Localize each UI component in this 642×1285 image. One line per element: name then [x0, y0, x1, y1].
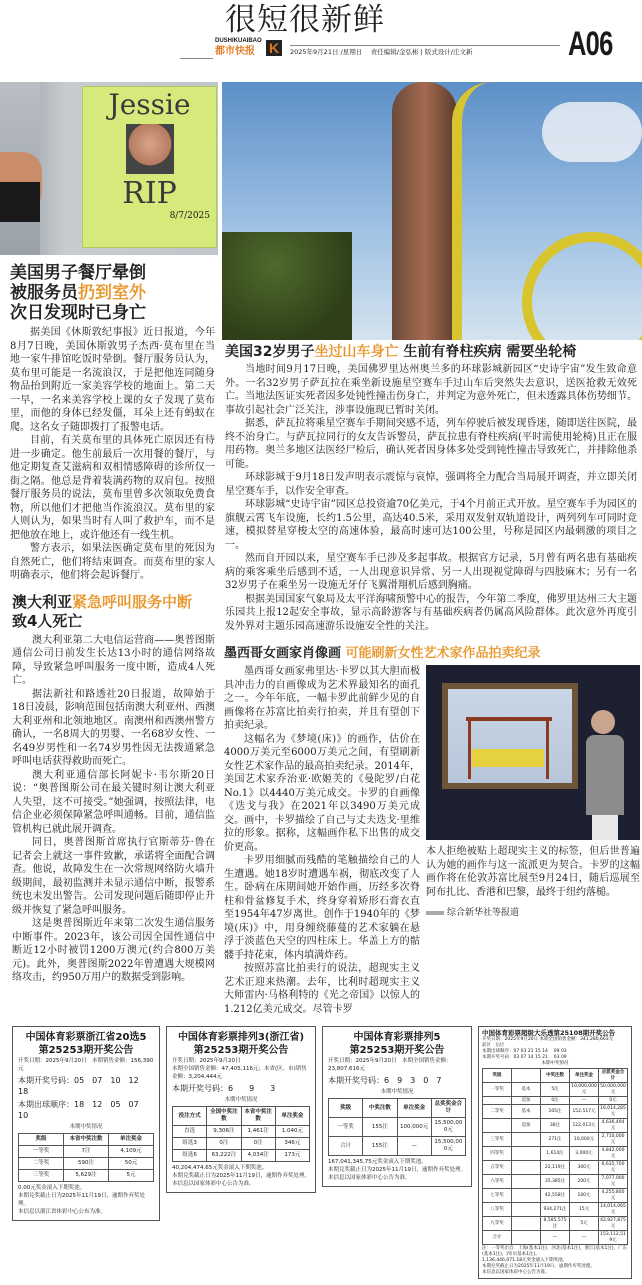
masthead-title: 很短很新鲜: [225, 2, 385, 38]
table-cell: 4,034注: [241, 1150, 275, 1162]
table-cell: [483, 1119, 512, 1133]
table-cell: 八等奖: [483, 1203, 512, 1217]
table-cell: 271注: [541, 1133, 570, 1147]
table-cell: 155注: [363, 1137, 397, 1156]
paragraph: 这幅名为《梦境(床)》的画作，估价在4000万美元至6000万美元之间，有望刷新女性艺术家作品的最高拍卖纪录。2014年，美国艺术家乔治亚·欧姬芙的《曼陀罗/白花No.1》以4440万美元成交。卡罗的自画像《迭戈与我》在2021年以3490万美元成交。画中，卡罗描绘了自己与丈夫迭戈·里维拉的形象。据称，这幅画作私下出售的成交价更高。: [224, 733, 420, 853]
article-australia: [0, 583, 215, 985]
table-cell: 0注: [207, 1138, 241, 1150]
headline: 美国男子餐厅晕倒 被服务员扔到室外 次日发现时已身亡: [10, 263, 146, 323]
table-cell: 8,585,575注: [541, 1217, 570, 1231]
table-cell: 15,500,000元: [431, 1118, 465, 1137]
paragraph: 卡罗用细腻而残酷的笔触描绘自己的人生遭遇。她18岁时遭遇车祸，彻底改变了人生。卧病在床期间她开始作画，历经多次脊柱和骨盆修复手术，终身穿着矫形石膏衣直至1954年47岁离世。创作于1940年的《梦境(床)》中，用身缠绕藤蔓的艺术家躺在悬浮于淡蓝色天空的四柱床上。华盖上方的骷髅手持花束，体内填满炸药。: [224, 855, 420, 961]
table-cell: 中奖注数: [541, 1069, 570, 1083]
table-cell: 1,461注: [241, 1126, 275, 1138]
paragraph: 根据美国国家气象局及太平洋海啸预警中心的报告，今年第二季度，佛罗里达州三大主题乐园共上报12起安全事故，显示高龄游客与有基础疾病者仍属高风险群体。此次意外再度引发外界对主题乐园高速游乐设施安全性的关注。: [225, 593, 637, 632]
table-cell: 一等奖: [483, 1083, 512, 1097]
table-row: [483, 1105, 628, 1119]
table-cell: 中奖注数: [363, 1099, 397, 1118]
table-cell: 追加: [512, 1097, 541, 1105]
table-cell: 10,000元: [570, 1133, 599, 1147]
table-cell: [512, 1161, 541, 1175]
paragraph: 目前，有关莫布里的具体死亡原因还有待进一步确定。他生前最后一次用餐的餐厅，与他定期复查艾滋病和双相情感障碍的诊所仅一街之隔。他总是背着装满药物的双肩包。按照餐厅服务员的说法，莫布里曾多次领取免费食物，所以他们才把他当作流浪汉。莫布里的家人则认为，如果当时有人叫了救护车，而不是把他放在地上，或许他还有一线生机。: [10, 435, 215, 541]
table-row: [483, 1161, 628, 1175]
table-row: [173, 1126, 310, 1138]
table-cell: [512, 1231, 541, 1245]
paragraph: 同日，奥普图斯首席执行官斯蒂芬·鲁在记者会上就这一事件致歉，承诺将全面配合调查。他说，故障发生在一次常规网络防火墙升级期间，最初监测并未显示通信中断，报警系统也未发出警告。公司发现问题后随即停止升级并恢复了紧急呼叫服务。: [12, 837, 215, 916]
table-row: [173, 1150, 310, 1162]
table-row: [329, 1118, 466, 1137]
article-roller-coaster: [222, 340, 642, 633]
article-restaurant: [0, 255, 215, 583]
paragraph: 环球影城于9月18日发声明表示震惊与哀悼，强调将全力配合当局展开调查，并立即关闭星空赛车手，以作安全审查。: [225, 472, 637, 497]
paragraph: 澳大利亚第二大电信运营商——奥普图斯通信公司日前发生长达13小时的通信网络故障，导致紧急呼叫服务一度中断，造成4人死亡。: [12, 634, 215, 686]
table-cell: 9,306注: [207, 1126, 241, 1138]
paragraph: 这是奥普图斯近年来第二次发生通信服务中断事件。2023年，该公司因全国性通信中断近12小时被罚1200万澳元(约合800万美元)。此外，奥普图斯2022年曾遭遇大规模网络攻击，约950万用户的数据受到影响。: [12, 918, 215, 983]
lottery-20x5: 中国体育彩票浙江省20选5 第25253期开奖公告 开奖日期：2025年9月20日 本期销售金额：156,390元 本期开奖号码：05 07 10 12 18 本期出球顺序：18 12 05 07 10 本期中奖情况 奖级 本省中奖注数 单注奖金 一等奖 7注 4,109元 二等奖 590注 50元 三等奖 5,629注 5元 0.00元奖金滚入下期奖池。 本期兑奖截止日为2025年11月19日，逾期作弃奖处理。 本信息以浙江省体彩中心公布为准。: [12, 1026, 160, 1221]
table-cell: 590注: [64, 1158, 109, 1170]
divider: [290, 45, 560, 46]
table-cell: 346元: [275, 1138, 309, 1150]
table-cell: 10,000,000元: [571, 1083, 597, 1095]
prize-table: [482, 1068, 628, 1245]
table-cell: 直选: [173, 1126, 207, 1138]
table-cell: 4,255,800元: [599, 1189, 628, 1203]
table-row: [329, 1137, 466, 1156]
table-header: [19, 1134, 154, 1146]
paragraph: 当地时间9月17日晚，美国佛罗里达州奥兰多的环球影城新园区“史诗宇宙”发生致命意外。一名32岁男子萨瓦拉在乘坐新设施星空赛车手过山车后突然失去意识，送医抢救无效死亡。当地法医证实死者因多处钝性撞击伤身亡，并判定为意外死亡，但未透露具体伤势细节。事故引起社会广泛关注，涉事设施现已暂时关闭。: [225, 364, 637, 416]
paragraph: 然而自开园以来，星空赛车手已涉及多起事故。根据官方记录，5月曾有两名患有基础疾病的乘客乘坐后感到不适，一人出现意识异常、另一人出现视觉障碍与四肢麻木；另有一名32岁男子在乘坐另一设施无牙仔飞翼滑翔机后感到胸痛。: [225, 553, 637, 591]
table-cell: 15,500,000元: [431, 1137, 465, 1156]
table-cell: 50,000,000元: [600, 1083, 626, 1095]
table-cell: 100,000元: [397, 1118, 431, 1137]
table-cell: —: [570, 1097, 599, 1105]
paragraph: 警方表示，如果法医确定莫布里的死因为自然死亡，他们将结束调查。而莫布里的家人明确表示，他们将会起诉餐厅。: [10, 543, 215, 581]
table-cell: 42,927,875元: [600, 1217, 626, 1229]
table-cell: 单注奖金: [397, 1099, 431, 1118]
table-cell: 42,558注: [541, 1189, 570, 1203]
table-cell: 22,119注: [541, 1161, 570, 1175]
table-cell: 153,112,519元: [600, 1231, 626, 1243]
table-cell: 三等奖: [19, 1170, 64, 1182]
headline: 澳大利亚紧急呼叫服务中断 致4人死亡: [12, 592, 193, 630]
headline: 美国32岁男子坐过山车身亡 生前有脊柱疾病 需要坐轮椅: [225, 344, 577, 360]
paragraph: 澳大利亚通信部长阿妮卡·韦尔斯20日说：“奥普图斯公司在最关键时刻让澳大利亚人失望，这不可接受。”她强调，按照法律，电信企业必须保障紧急呼叫通畅。目前，通信监管机构已就此展开调查。: [12, 769, 215, 835]
prize-table: [18, 1133, 154, 1182]
table-cell: 奖级: [19, 1134, 64, 1146]
paragraph: 墨西哥女画家弗里达·卡罗以其大胆而极具冲击力的自画像成为艺术界最知名的面孔之一。今年年底，一幅卡罗此前鲜少见的自画像将在苏富比拍卖行拍卖，并且有望创下拍卖纪录。: [224, 666, 420, 731]
paragraph: 本人拒绝被贴上超现实主义的标签，但后世普遍认为她的画作与这一流派更为契合。卡罗的这幅画作将在伦敦苏富比展至9月24日，随后巡展至阿布扎比、香港和巴黎，最终于纽约落槌。: [426, 846, 640, 898]
table-cell: 追加: [512, 1119, 541, 1133]
table-cell: [512, 1217, 541, 1231]
sign-word: RIP: [122, 176, 177, 211]
page-number: A06: [568, 25, 613, 63]
table-cell: 1,614注: [541, 1147, 570, 1161]
table-row: [19, 1170, 154, 1182]
table-row: [483, 1133, 628, 1147]
table-row: [19, 1158, 154, 1170]
table-row: [483, 1189, 628, 1203]
table-header: [483, 1069, 628, 1083]
table-cell: 九等奖: [483, 1217, 512, 1231]
table-row: [19, 1146, 154, 1158]
table-cell: 50元: [109, 1158, 154, 1170]
table-cell: [512, 1175, 541, 1189]
table-cell: 奖级: [483, 1069, 512, 1083]
table-cell: 五等奖: [483, 1161, 512, 1175]
table-cell: 6,635,700元: [599, 1161, 628, 1175]
table-cell: 0元: [599, 1097, 628, 1105]
table-cell: [512, 1133, 541, 1147]
table-cell: 四等奖: [483, 1147, 512, 1161]
page-header: [0, 0, 642, 80]
brand-chinese: 都市快报: [215, 46, 255, 57]
table-row: [483, 1147, 628, 1161]
table-cell: 单注奖金: [275, 1107, 309, 1126]
table-cell: 基本: [512, 1083, 541, 1097]
table-cell: 155注: [363, 1118, 397, 1137]
table-cell: 组选6: [173, 1150, 207, 1162]
table-cell: 单注奖金: [109, 1134, 154, 1146]
table-row: [483, 1083, 628, 1097]
table-row: [483, 1231, 628, 1245]
painting-photo: [426, 665, 640, 840]
table-cell: 二等奖: [483, 1105, 512, 1119]
table-cell: 0注: [541, 1097, 570, 1105]
table-cell: [512, 1147, 541, 1161]
portrait: [126, 124, 174, 174]
table-cell: 一等奖: [19, 1146, 64, 1158]
table-cell: 5,629注: [64, 1170, 109, 1182]
brand-english: DUSHIKUAIBAO: [215, 38, 262, 44]
table-cell: 一等奖: [329, 1118, 363, 1137]
lottery-pl5: 中国体育彩票排列5 第25253期开奖公告 开奖日期：2025年9月20日 本期全国销售金额：23,807,616元 本期开奖号码：6 9 3 0 7 本期中奖情况 奖级 中奖注数 单注奖金 总奖奖金合计 一等奖 155注 100,000元 15,500,000元 合计 155注 — 15,500,000元 167,041,345.75元奖金滚入下期奖池。 本期兑奖截止日为2025年11月19日，逾期作弃奖处理。 本信息以国家体彩中心公告为准。: [322, 1026, 472, 1187]
dateline: 2025年9月21日 /星期日 责任编辑/金弘彬 | 版式设计/庄文新: [290, 48, 473, 56]
table-header: [329, 1099, 466, 1118]
table-header: [173, 1107, 310, 1126]
table-cell: 15元: [570, 1203, 599, 1217]
table-row: [483, 1119, 628, 1133]
table-cell: 基本: [512, 1105, 541, 1119]
table-row: [483, 1203, 628, 1217]
lottery-super-lotto: 中国体育彩票超级大乐透第25108期开奖公告 开奖日期：2025年9月20日 本期全国销售金额：341,280,663元 前区 后区 本期出球顺序：07 03 21 15 14 09 03 本期开奖号码：03 07 14 15 21 03 09 本期中奖情况 奖级 中奖注数 单注奖金 应派奖金合计 一等奖 基本 5注 10,000,000元 50,000,000元 追加 0注 — 0元 二等奖 基本 105注 152,517元 16,014,285元 追加 38注 122,013元 4,636,494元 三等奖 271注 10,000元 2,710,000元 四等奖 1,614注 3,000元 4,842,000元 五等奖 22,119注 300元 6,635,700元 六等奖 35,385注 200元 7,077,000元 七等奖 42,558注 100元 4,255,800元 八等奖 934,271注 15元 14,014,065元 九等奖 8,585,575注 5元 42,927,875元 合计 — — 153,112,519元 注：一等奖出自：上海(基本1注)，河北(基本1注)，浙江(基本1注)，广东(基本1注)，四川(基本1注)。 1,136,446,071.18元奖金滚入下期奖池。 本期兑奖截止日为2025年11月19日，逾期作弃奖处理。 本信息以国家体彩中心公告为准。: [478, 1026, 632, 1279]
table-cell: 5元: [109, 1170, 154, 1182]
paragraph: 据法新社和路透社20日报道，故障始于18日凌晨，影响范围包括南澳大利亚州、西澳大利亚州和北领地地区。南澳州和西澳州警方确认，一名8周大的男婴、一名68岁女性、一名49岁男性和一名74岁男性因无法拨通紧急呼叫电话获得救助而死亡。: [12, 688, 215, 767]
table-cell: 本省中奖注数: [64, 1134, 109, 1146]
sign-date: 8/7/2025: [169, 211, 210, 221]
table-row: [483, 1175, 628, 1189]
sign-board: [82, 86, 217, 248]
headline: 墨西哥女画家肖像画 可能刷新女性艺术家作品拍卖纪录: [224, 646, 541, 661]
table-cell: 2,710,000元: [599, 1133, 628, 1147]
table-cell: 投注方式: [173, 1107, 207, 1126]
table-cell: 122,013元: [570, 1119, 599, 1133]
table-cell: 合计: [483, 1231, 512, 1245]
table-cell: 六等奖: [483, 1175, 512, 1189]
table-cell: 173元: [275, 1150, 309, 1162]
table-cell: 3,000元: [570, 1147, 599, 1161]
memorial-photo: [0, 82, 218, 255]
table-cell: 全国中奖注数: [207, 1107, 241, 1126]
table-cell: 单注奖金: [570, 1069, 599, 1083]
table-cell: [512, 1069, 541, 1083]
table-cell: 63,222注: [207, 1150, 241, 1162]
table-cell: 0注: [241, 1138, 275, 1150]
table-cell: 35,385注: [541, 1175, 570, 1189]
table-cell: 三等奖: [483, 1133, 512, 1147]
table-cell: 14,014,065元: [600, 1203, 626, 1215]
table-cell: 1,040元: [275, 1126, 309, 1138]
divider: [180, 58, 213, 59]
lottery-pl3: 中国体育彩票排列3(浙江省) 第25253期开奖公告 开奖日期：2025年9月20日 本期全国销售金额：47,405,116元；本省(区、市)销售金额：3,204,444元 本期开奖号码：6 9 3 本期中奖情况 投注方式 全国中奖注数 本省中奖注数 单注奖金 直选 9,306注 1,461注 1,040元 组选3 0注 0注 346元 组选6 63,222注 4,034注 173元 40,204,474.65元奖金滚入下期奖池。 本期兑奖截止日为2025年11月19日，逾期作弃奖处理。 本信息以国家体彩中心公告为准。: [166, 1026, 316, 1193]
paragraph: 据悉，萨瓦拉将乘星空赛车手期间突感不适，列车停驶后被发现昏迷，随即送往医院，最终不治身亡。与萨瓦拉同行的女友告诉警员，萨瓦拉患有脊柱疾病(平时需使用轮椅)且正在服用药物。奥兰多地区法医经尸检后，确认死者因身体多处受到钝性撞击导致死亡，并排除他杀可能。: [225, 418, 637, 470]
table-row: [483, 1097, 628, 1105]
prize-table: [328, 1098, 466, 1156]
table-cell: 5注: [541, 1083, 570, 1097]
table-cell: [512, 1203, 541, 1217]
table-row: [173, 1138, 310, 1150]
table-cell: [483, 1097, 512, 1105]
table-cell: 奖级: [329, 1099, 363, 1118]
table-cell: 934,271注: [541, 1203, 570, 1217]
table-cell: —: [397, 1137, 431, 1156]
paragraph: 环球影城“史诗宇宙”园区总投资逾70亿美元，于4个月前正式开放。星空赛车手为园区的旗舰云霄飞车设施，长约1.5公里，高达40.5米，采用双发射双轨道设计，两列列车可同时竞速，模拟替星穿梭太空的高速体验，最高时速可达100公里，号称是园区内最刺激的项目之一。: [225, 499, 637, 551]
table-cell: 7,077,000元: [599, 1175, 628, 1189]
table-cell: 4,842,000元: [599, 1147, 628, 1161]
table-cell: 16,014,285元: [600, 1105, 626, 1117]
table-cell: 100元: [570, 1189, 599, 1203]
table-cell: 应派奖金合计: [599, 1069, 628, 1083]
table-cell: [512, 1189, 541, 1203]
table-cell: 合计: [329, 1137, 363, 1156]
table-cell: 300元: [570, 1161, 599, 1175]
table-cell: —: [570, 1231, 599, 1245]
roller-coaster-photo: [222, 82, 642, 340]
sign-name: Jessie: [108, 88, 191, 121]
table-cell: 七等奖: [483, 1189, 512, 1203]
table-cell: 4,109元: [109, 1146, 154, 1158]
table-cell: 200元: [570, 1175, 599, 1189]
table-cell: 4,636,494元: [599, 1119, 628, 1133]
paragraph: 按照苏富比拍卖行的说法，超现实主义艺术正迎来热潮。去年，比利时超现实主义大师雷内·马格利特的《光之帝国》以惊人的1.212亿美元成交。尽管卡罗: [224, 963, 420, 1015]
divider: [426, 911, 444, 915]
table-cell: 105注: [541, 1105, 570, 1119]
table-cell: 总奖奖金合计: [431, 1099, 465, 1118]
table-cell: —: [541, 1231, 570, 1245]
table-cell: 5元: [570, 1217, 599, 1231]
source-credit: 综合新华社等报道: [426, 907, 640, 919]
table-cell: 152,517元: [570, 1105, 599, 1119]
table-cell: 组选3: [173, 1138, 207, 1150]
paragraph: 据美国《休斯敦纪事报》近日报道，今年8月7日晚，美国休斯敦男子杰西·莫布里在当地一家牛排馆吃饭时晕倒。餐厅服务员认为，莫布里可能是一名流浪汉，于是把他连同随身物品抬到附近一家美容学校的地面上。第二天一早，一名来美容学校上课的女子发现了莫布里，而他的身体已经发僵，耳朵上还有蚂蚁在爬。这名女子随即拨打了报警电话。: [10, 327, 215, 433]
prize-table: [172, 1106, 310, 1162]
table-cell: 38注: [541, 1119, 570, 1133]
brand-logo: K: [266, 40, 282, 56]
table-cell: 二等奖: [19, 1158, 64, 1170]
table-cell: 本省中奖注数: [241, 1107, 275, 1126]
table-cell: 7注: [64, 1146, 109, 1158]
article-kahlo: [222, 633, 642, 1016]
table-row: [483, 1217, 628, 1231]
